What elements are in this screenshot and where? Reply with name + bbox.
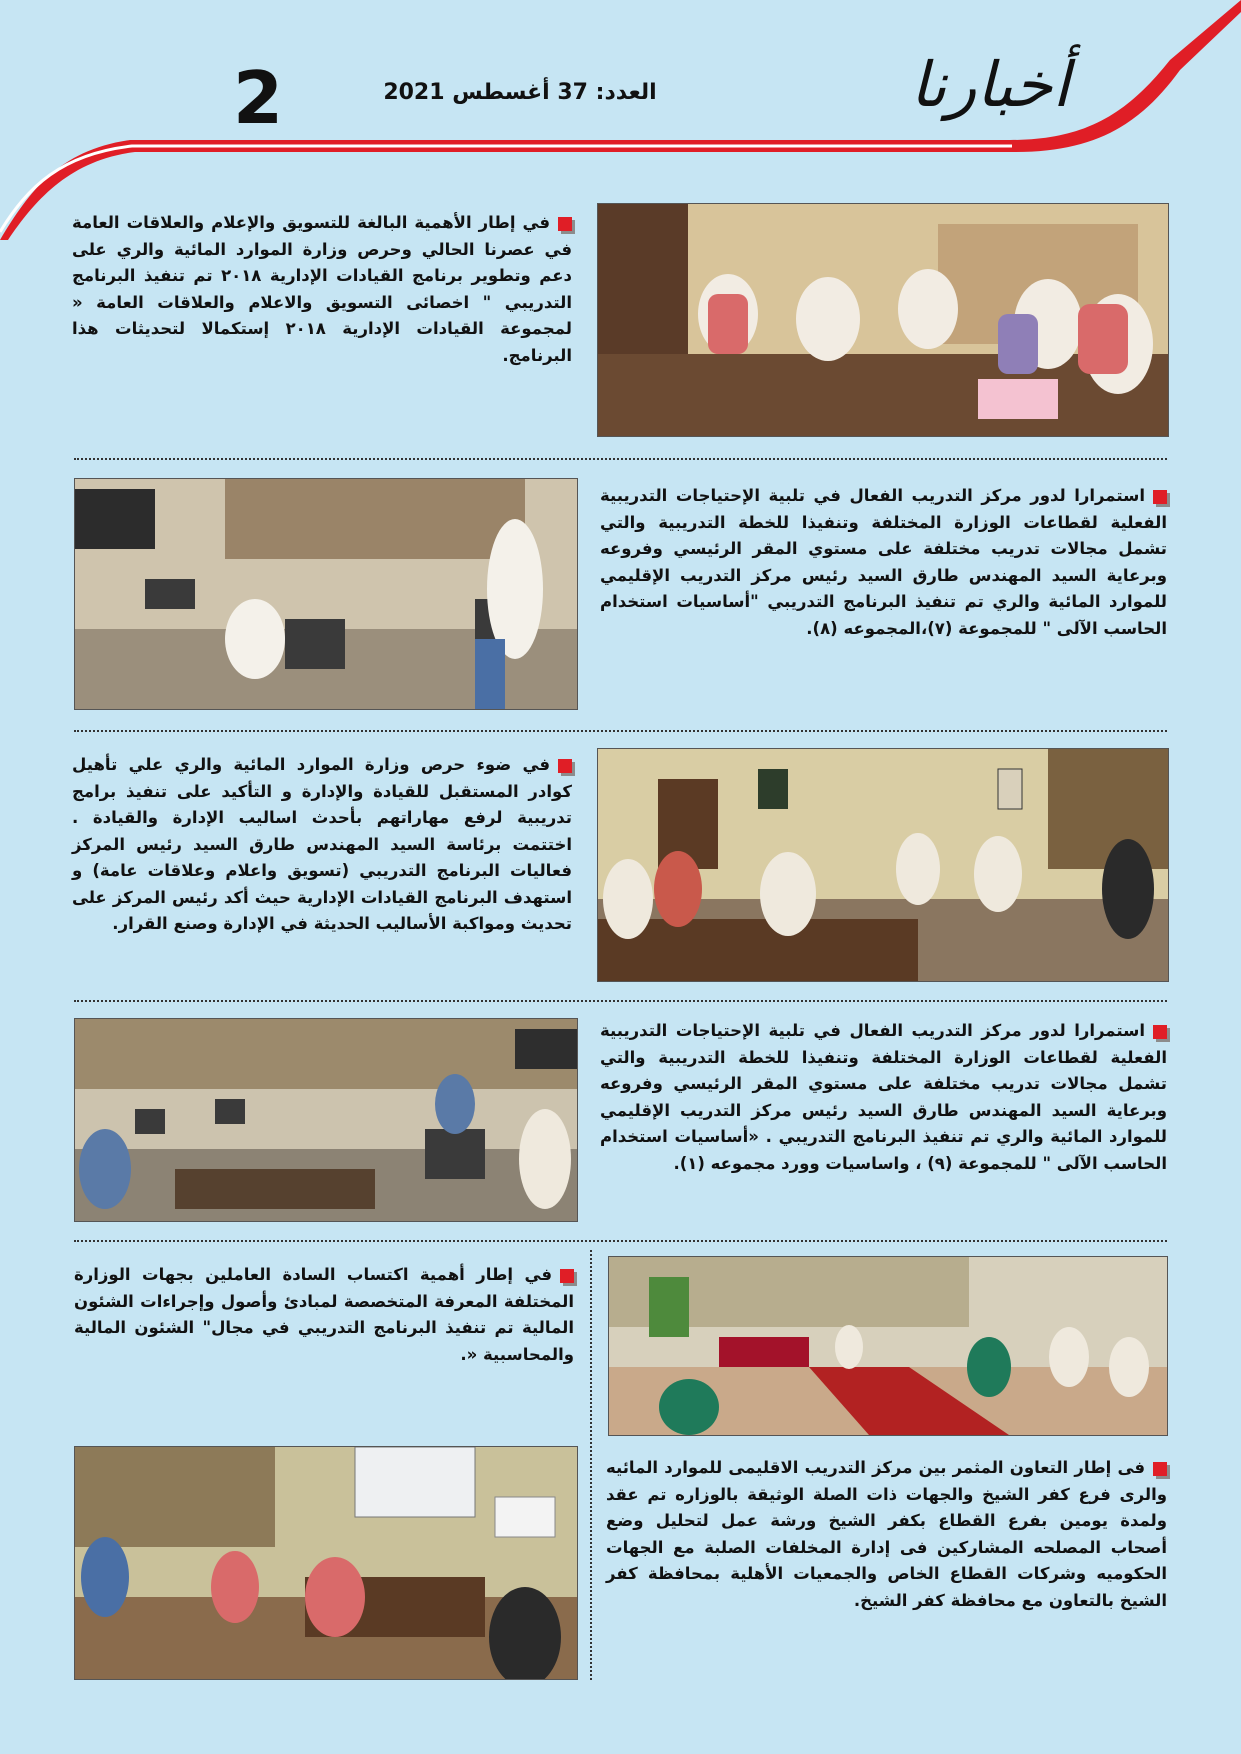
article-6-body: فى إطار التعاون المثمر بين مركز التدريب الاقليمى للموارد المائيه والرى فرع كفر الشيخ والجهات ذات الصلة الوثيقة بالوزاره تم عقد ولمدة يومين بفرع القطاع بكفر الشيخ ورشة عمل لتحليل وضع أصحاب المصلحه المشاركين فى إدارة المخلفات الصلبة مع الجهات الحكوميه وشركات القطاع الخاص والجمعيات الأهلية بمحافظة كفر الشيخ بالتعاون مع محافظة كفر الشيخ. [606,1458,1167,1610]
article-5-body: في إطار أهمية اكتساب السادة العاملين بجهات الوزارة المختلفة المعرفة المتخصصة لمبادئ وأصول وإجراءات الشئون المالية تم تنفيذ البرنامج التدريبي في مجال" الشئون المالية والمحاسبية «. [74,1265,574,1364]
article-3-text [72,752,572,938]
bullet-icon [558,217,572,231]
divider-4 [74,1240,1167,1242]
photo-conference-room [597,748,1169,982]
photo-workshop-hall [608,1256,1168,1436]
bullet-icon [1153,1462,1167,1476]
column-divider [590,1250,592,1680]
article-5-text [74,1262,574,1368]
photo-computer-lab-instructor [74,478,578,710]
bullet-icon [1153,490,1167,504]
divider-2 [74,730,1167,732]
page-number: 2 [232,56,284,140]
bullet-icon [1153,1025,1167,1039]
article-3-body: في ضوء حرص وزارة الموارد المائية والري علي تأهيل كوادر المستقبل للقيادة والإدارة و التأكيد على تنفيذ برامج تدريبية لرفع مهاراتهم بأحدث اساليب الإدارة والقيادة . اختتمت برئاسة السيد المهندس طارق السيد رئيس المركز فعاليات البرنامج التدريبي (تسويق واعلام وعلاقات عامة) و استهدف البرنامج القيادات الإدارية حيث أكد رئيس المركز على تحديث ومواكبة الأساليب الحديثة في الإدارة وصنع القرار. [72,755,572,933]
bullet-icon [558,759,572,773]
article-6-text [606,1455,1167,1614]
article-4-body: استمرارا لدور مركز التدريب الفعال في تلبية الإحتياجات التدريبية الفعلية لقطاعات الوزارة المختلفة وتنفيذا للخطة التدريبية والتي تشمل مجالات تدريب مختلفة على مستوي المقر الرئيسي وفروعه وبرعاية السيد المهندس طارق السيد رئيس مركز التدريب الإقليمي للموارد المائية والري تم تنفيذ البرنامج التدريبي . «أساسيات استخدام الحاسب الآلى " للمجموعة (٩) ، واساسيات وورد مجموعه (١). [600,1021,1167,1173]
divider-1 [74,458,1167,460]
article-2-text [600,483,1167,642]
divider-3 [74,1000,1167,1002]
article-2-body: استمرارا لدور مركز التدريب الفعال في تلبية الإحتياجات التدريبية الفعلية لقطاعات الوزارة المختلفة وتنفيذا للخطة التدريبية والتي تشمل مجالات تدريب مختلفة على مستوي المقر الرئيسي وفروعه وبرعاية السيد المهندس طارق السيد رئيس مركز التدريب الإقليمي للموارد المائية والري تم تنفيذ البرنامج التدريبي "أساسيات استخدام الحاسب الآلى " للمجموعة (٧)،المجموعه (٨). [600,486,1167,638]
article-1-body: في إطار الأهمية البالغة للتسويق والإعلام والعلاقات العامة في عصرنا الحالي وحرص وزارة الموارد المائية والري على دعم وتطوير برنامج القيادات الإدارية ٢٠١٨ تم تنفيذ البرنامج التدريبي " اخصائى التسويق والاعلام والعلاقات العامة « لمجموعة القيادات الإدارية ٢٠١٨ إستكمالا لتحديثات هذا البرنامج. [72,213,572,365]
photo-lecture-room [74,1446,578,1680]
bullet-icon [560,1269,574,1283]
issue-line: العدد: 37 أغسطس 2021 [383,80,657,105]
photo-meeting-room [597,203,1169,437]
masthead-logo: أخبارنا [910,48,1070,121]
article-4-text [600,1018,1167,1177]
photo-computer-lab-wide [74,1018,578,1222]
article-1-text [72,210,572,369]
